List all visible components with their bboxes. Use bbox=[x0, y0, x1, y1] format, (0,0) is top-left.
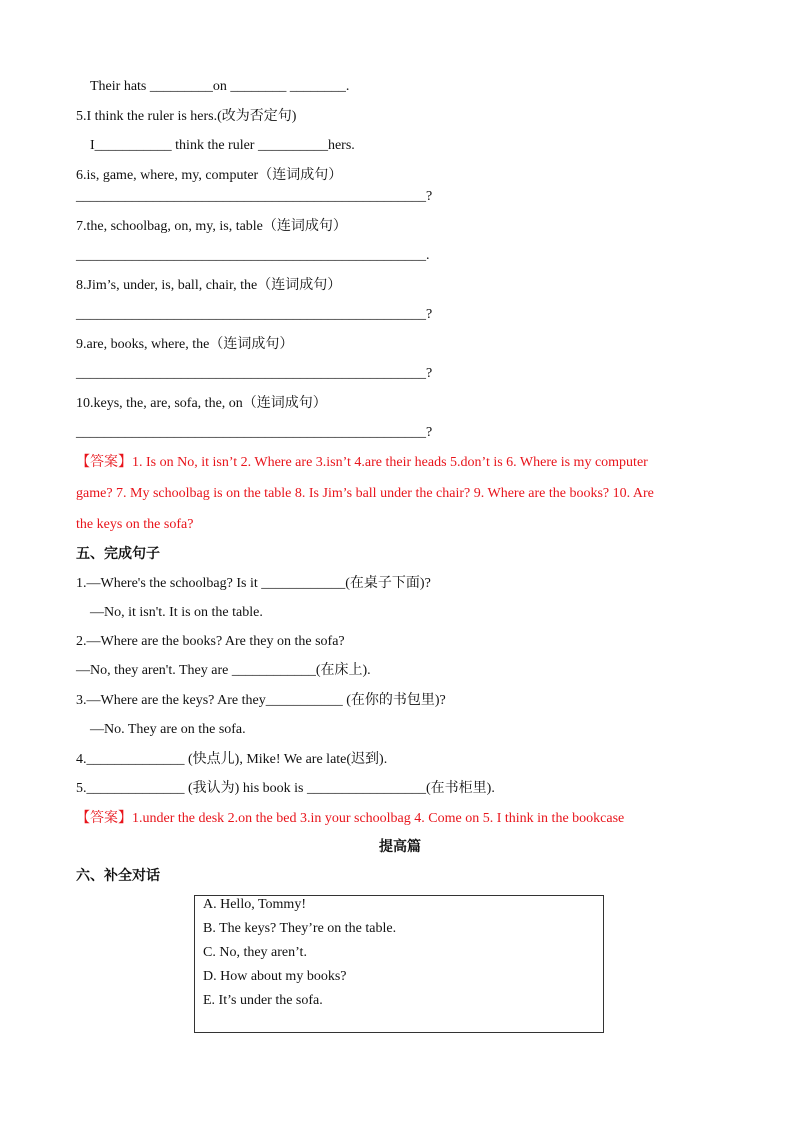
question-10: 10.keys, the, are, sofa, the, on（连词成句） bbox=[76, 396, 327, 411]
option-b: B. The keys? They’re on the table. bbox=[203, 921, 397, 936]
question-5: 5.I think the ruler is hers.(改为否定句) bbox=[76, 109, 297, 124]
question-4-tail: Their hats _________on ________ ________. bbox=[90, 79, 350, 94]
question-5-blank: I___________ think the ruler __________hers. bbox=[90, 138, 355, 153]
answer-key-line-1: 【答案】1. Is on No, it isn’t 2. Where are 3.isn’t 4.are their heads 5.don’t is 6. Where is my computer bbox=[76, 455, 648, 470]
sentence-3: 3.—Where are the keys? Are they___________ (在你的书包里)? bbox=[76, 693, 446, 708]
option-a: A. Hello, Tommy! bbox=[203, 897, 306, 912]
question-6-answer-line: __________________________________________________? bbox=[76, 189, 433, 204]
sentence-1: 1.—Where's the schoolbag? Is it ____________(在桌子下面)? bbox=[76, 576, 431, 591]
option-c: C. No, they aren’t. bbox=[203, 945, 307, 960]
answer-key-line-2: game? 7. My schoolbag is on the table 8. Is Jim’s ball under the chair? 9. Where are the books? 10. Are bbox=[76, 486, 654, 501]
sentence-4: 4.______________ (快点儿), Mike! We are late(迟到). bbox=[76, 752, 388, 767]
question-9-answer-line: __________________________________________________? bbox=[76, 366, 433, 381]
option-e: E. It’s under the sofa. bbox=[203, 993, 323, 1008]
question-8-answer-line: __________________________________________________? bbox=[76, 307, 433, 322]
answer-key-line-3: the keys on the sofa? bbox=[76, 517, 194, 532]
option-d: D. How about my books? bbox=[203, 969, 347, 984]
question-10-answer-line: __________________________________________________? bbox=[76, 425, 433, 440]
sentence-2: 2.—Where are the books? Are they on the sofa? bbox=[76, 634, 345, 649]
advanced-section-title: 提高篇 bbox=[379, 840, 421, 855]
sentence-1-reply: —No, it isn't. It is on the table. bbox=[90, 605, 263, 620]
section-5-answer: 【答案】1.under the desk 2.on the bed 3.in your schoolbag 4. Come on 5. I think in the bookcase bbox=[76, 811, 625, 826]
question-7-answer-line: __________________________________________________. bbox=[76, 248, 430, 263]
section-6-heading: 六、补全对话 bbox=[76, 869, 160, 884]
question-6: 6.is, game, where, my, computer（连词成句） bbox=[76, 168, 343, 183]
sentence-2-reply: —No, they aren't. They are ____________(在床上). bbox=[76, 663, 371, 678]
question-8: 8.Jim’s, under, is, ball, chair, the（连词成句） bbox=[76, 278, 342, 293]
dialogue-options-box bbox=[194, 895, 604, 1033]
question-9: 9.are, books, where, the（连词成句） bbox=[76, 337, 294, 352]
sentence-3-reply: —No. They are on the sofa. bbox=[90, 722, 246, 737]
sentence-5: 5.______________ (我认为) his book is _________________(在书柜里). bbox=[76, 781, 495, 796]
question-7: 7.the, schoolbag, on, my, is, table（连词成句） bbox=[76, 219, 347, 234]
section-5-heading: 五、完成句子 bbox=[76, 547, 160, 562]
